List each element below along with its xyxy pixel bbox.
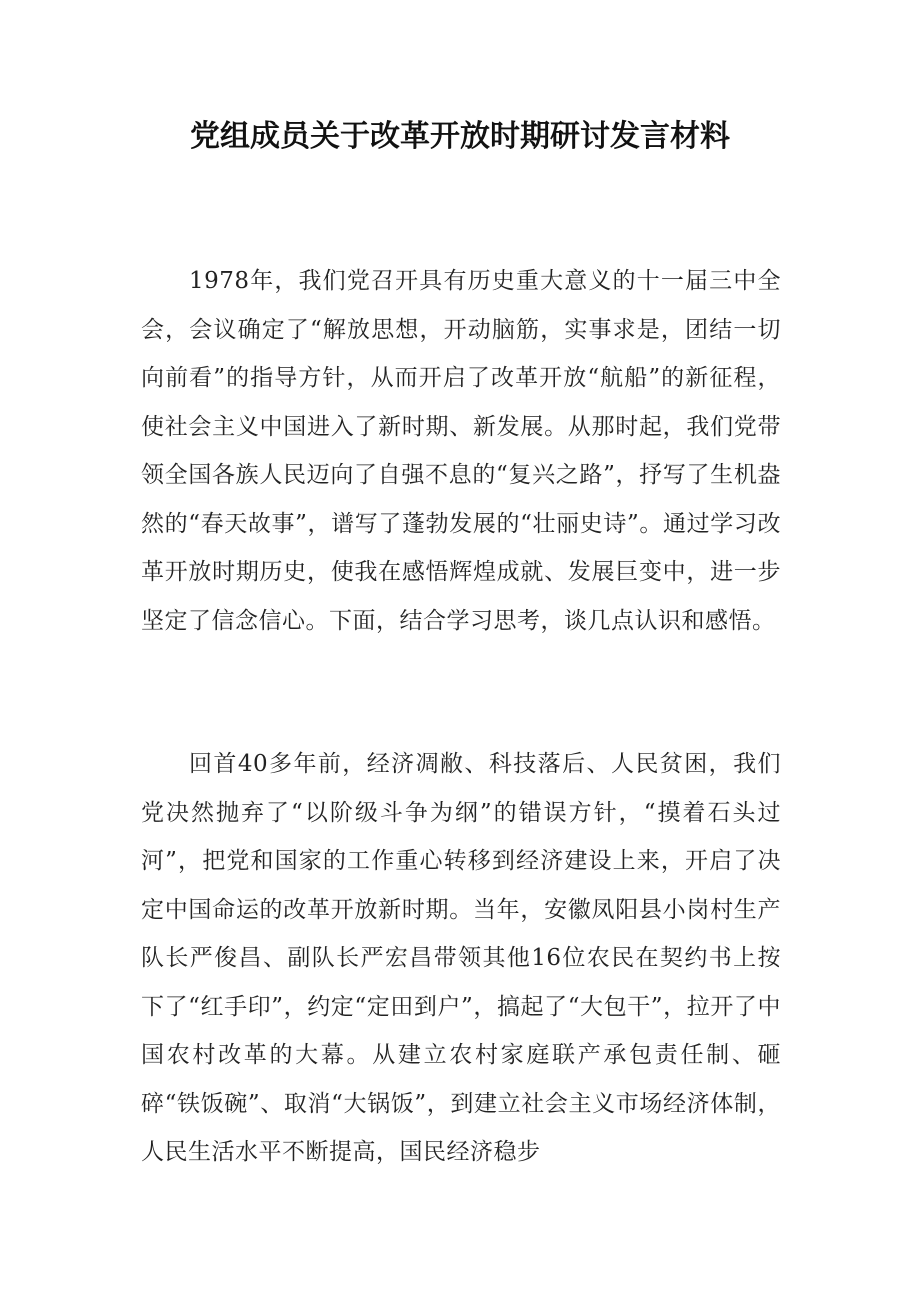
body-paragraph-1: 1978年，我们党召开具有历史重大意义的十一届三中全会，会议确定了“解放思想，开动脑筋，实事求是，团结一切向前看”的指导方针，从而开启了改革开放“航船”的新征程，使社会主义中国进入了新时期、新发展。从那时起，我们党带领全国各族人民迈向了自强不息的“复兴之路”，抒写了生机盎然的“春天故事”，谱写了蓬勃发展的“壮丽史诗”。通过学习改革开放时期历史，使我在感悟辉煌成就、发展巨变中，进一步坚定了信念信心。下面，结合学习思考，谈几点认识和感悟。: [141, 268, 781, 634]
document-title: 党组成员关于改革开放时期研讨发言材料: [190, 119, 730, 154]
body-paragraph-2: 回首40多年前，经济凋敝、科技落后、人民贫困，我们党决然抛弃了“以阶级斗争为纲”的错误方针，“摸着石头过河”，把党和国家的工作重心转移到经济建设上来，开启了决定中国命运的改革开放新时期。当年，安徽凤阳县小岗村生产队长严俊昌、副队长严宏昌带领其他16位农民在契约书上按下了“红手印”，约定“定田到户”，搞起了“大包干”，拉开了中国农村改革的大幕。从建立农村家庭联产承包责任制、砸碎“铁饭碗”、取消“大锅饭”，到建立社会主义市场经济体制，人民生活水平不断提高，国民经济稳步: [141, 751, 781, 1165]
